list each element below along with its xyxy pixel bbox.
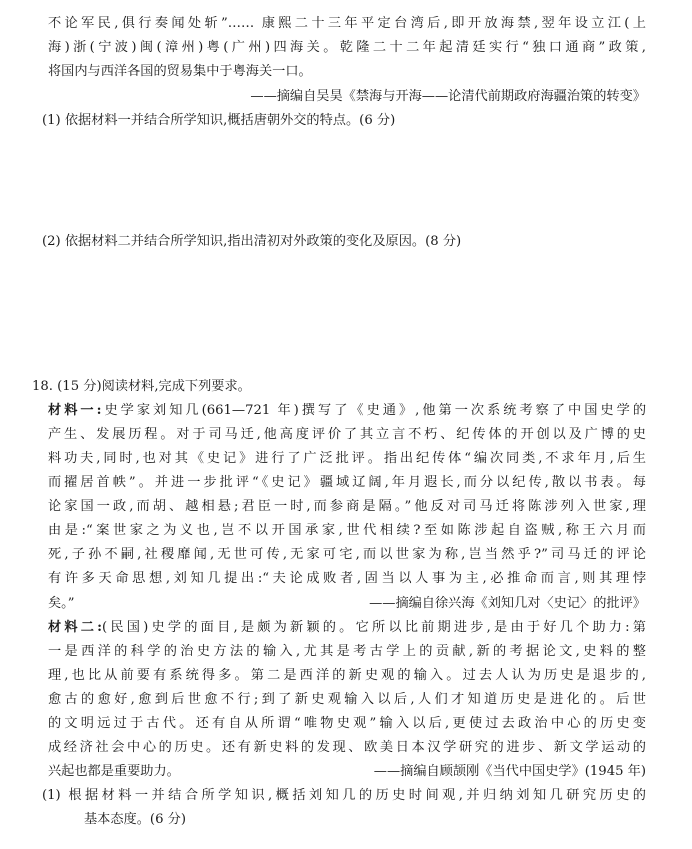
material-1-line-1 xyxy=(48,401,646,421)
material-2-line: 成经济社会中心的历史。还有新史料的发现、欧美日本汉学研究的进步、新文学运动的 xyxy=(48,740,646,755)
material-1-line: 死,子孙不嗣,社稷靡闻,无世可传,无家可宅,而以世家为称,岂当然乎?”司马迁的评论 xyxy=(48,547,646,562)
question-18-1: (1) 根据材料一并结合所学知识,概括刘知几的历史时间观,并归纳刘知几研究历史的 xyxy=(42,788,646,803)
question-18-header: 18. (15 分)阅读材料,完成下列要求。 xyxy=(32,379,251,394)
material-text-line: 将国内与西洋各国的贸易集中于粤海关一口。 xyxy=(48,64,312,79)
material-2-line: 理,也比从前要有系统得多。第二是西洋的新史观的输入。过去人认为历史是退步的, xyxy=(48,668,646,683)
question-17-2: (2) 依据材料二并结合所学知识,指出清初对外政策的变化及原因。(8 分) xyxy=(42,234,462,249)
material-2-line: 一是西洋的科学的治史方法的输入,尤其是考古学上的贡献,新的考据论文,史料的整 xyxy=(48,644,646,659)
material-2-line: 兴起也都是重要助力。 xyxy=(48,764,180,779)
material-2-label: 材料二: xyxy=(48,620,103,635)
material-1-line: 矣。” xyxy=(48,596,75,611)
material-1-text: 史学家刘知几(661—721 年)撰写了《史通》,他第一次系统考察了中国史学的 xyxy=(101,403,647,418)
material-2-line-1 xyxy=(48,618,646,638)
material-text-line: 不论军民,俱行奏闻处斩”…… 康熙二十三年平定台湾后,即开放海禁,翌年设立江(上 xyxy=(48,16,646,31)
material-1-line: 由是:“案世家之为义也,岂不以开国承家,世代相续?至如陈涉起自盗贼,称王六月而 xyxy=(48,523,646,538)
material-text-line: 海)浙(宁波)闽(漳州)粤(广州)四海关。乾隆二十二年起清廷实行“独口通商”政策, xyxy=(48,40,646,55)
material-1-line: 料功夫,同时,也对其《史记》进行了广泛批评。指出纪传体“编次同类,不求年月,后生 xyxy=(48,451,646,466)
material-1-label: 材料一: xyxy=(48,403,102,418)
material-2-citation: ——摘编自顾颉刚《当代中国史学》(1945 年) xyxy=(373,764,646,779)
material-1-line: 论家国一政,而胡、越相悬;君臣一时,而参商是隔。”他反对司马迁将陈涉列入世家,理 xyxy=(48,499,646,514)
question-17-1: (1) 依据材料一并结合所学知识,概括唐朝外交的特点。(6 分) xyxy=(42,113,396,128)
material-citation: ——摘编自吴昊《禁海与开海——论清代前期政府海疆治策的转变》 xyxy=(250,89,646,104)
material-2-line: 的文明远过于古代。还有自从所谓“唯物史观”输入以后,更使过去政治中心的历史变 xyxy=(48,716,646,731)
material-1-line: 产生、发展历程。对于司马迁,他高度评价了其立言不朽、纪传体的开创以及广博的史 xyxy=(48,427,646,442)
material-2-line: 愈古的愈好,愈到后世愈不行;到了新史观输入以后,人们才知道历史是进化的。后世 xyxy=(48,692,646,707)
material-2-text: (民国)史学的面目,是颇为新颖的。它所以比前期进步,是由于好几个助力:第 xyxy=(102,620,646,635)
question-18-1-cont: 基本态度。(6 分) xyxy=(84,812,186,827)
material-1-line: 而擢居首帙”。并进一步批评“《史记》疆域辽阔,年月遐长,而分以纪传,散以书表。每 xyxy=(48,475,646,490)
material-1-citation: ——摘编自徐兴海《刘知几对〈史记〉的批评》 xyxy=(369,596,646,611)
material-1-line: 有许多天命思想,刘知几提出:“夫论成败者,固当以人事为主,必推命而言,则其理悖 xyxy=(48,571,646,586)
